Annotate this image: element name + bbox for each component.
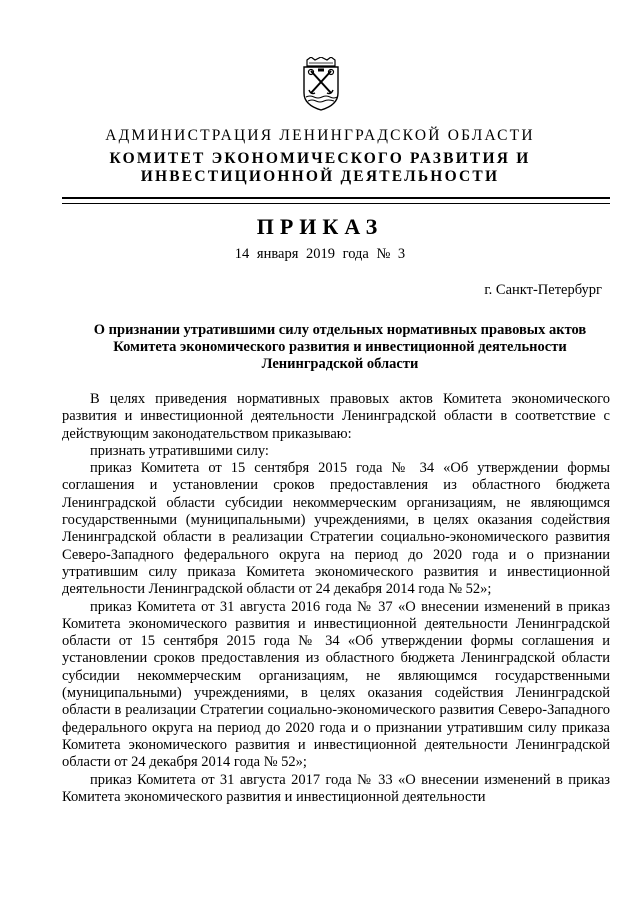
document-type-title: ПРИКАЗ: [256, 214, 384, 239]
subject-line: О признании утратившими силу отдельных нормативных правовых актов: [93, 322, 587, 338]
body-paragraph-preamble: В целях приведения нормативных правовых актов Комитета экономического развития и инвестиционной деятельности Ленинградской области в соответствие с действующим законодательством приказываю:: [62, 391, 610, 442]
administration-name: АДМИНИСТРАЦИЯ ЛЕНИНГРАДСКОЙ ОБЛАСТИ: [105, 127, 535, 144]
subject-line: Комитета экономического развития и инвестиционной деятельности: [113, 339, 567, 355]
body-paragraph-item: приказ Комитета от 31 августа 2016 года № 37 «О внесении изменений в приказ Комитета экономического развития и инвестиционной деятельности Ленинградской области от 15 сентября 2015 года № 34 «Об утверждении формы соглашения и установлении сроков предоставления из областного бюджета Ленинградской области субсидии некоммерческим организациям, не являющимся государственными (муниципальными) учреждениями, в целях оказания содействия Ленинградской области в реализации Стратегии социально-экономического развития Северо-Западного федерального округа на период до 2020 года и о признании утратившим силу приказа Комитета экономического развития и инвестиционной деятельности Ленинградской области от 24 декабря 2014 года № 52»;: [62, 598, 610, 771]
document-date-number: 14 января 2019 года № 3: [234, 246, 406, 262]
subject-line: Ленинградской области: [261, 356, 419, 372]
coat-of-arms-icon: [301, 57, 341, 111]
body-paragraph-item: приказ Комитета от 15 сентября 2015 года № 34 «Об утверждении формы соглашения и установлении сроков предоставления из областного бюджета Ленинградской области субсидии некоммерческим организациям, не являющимся государственными (муниципальными) учреждениями, в целях оказания содействия Ленинградской области в реализации Стратегии социально-экономического развития Северо-Западного федерального округа на период до 2020 года и о признании утратившим силу приказа Комитета экономического развития и инвестиционной деятельности Ленинградской области от 24 декабря 2014 года № 52»;: [62, 460, 610, 598]
header-divider-thick: [62, 197, 610, 199]
document-city: г. Санкт-Петербург: [484, 282, 602, 298]
committee-name-line1: КОМИТЕТ ЭКОНОМИЧЕСКОГО РАЗВИТИЯ И: [109, 150, 531, 167]
body-paragraph-item: приказ Комитета от 31 августа 2017 года № 33 «О внесении изменений в приказ Комитета экономического развития и инвестиционной деятельности: [62, 771, 610, 805]
document-body: [62, 391, 610, 806]
committee-name-line2: ИНВЕСТИЦИОННОЙ ДЕЯТЕЛЬНОСТИ: [140, 168, 500, 185]
body-paragraph-directive: признать утратившими силу:: [90, 442, 269, 459]
document-subject: [70, 322, 610, 373]
header-divider-thin: [62, 203, 610, 204]
